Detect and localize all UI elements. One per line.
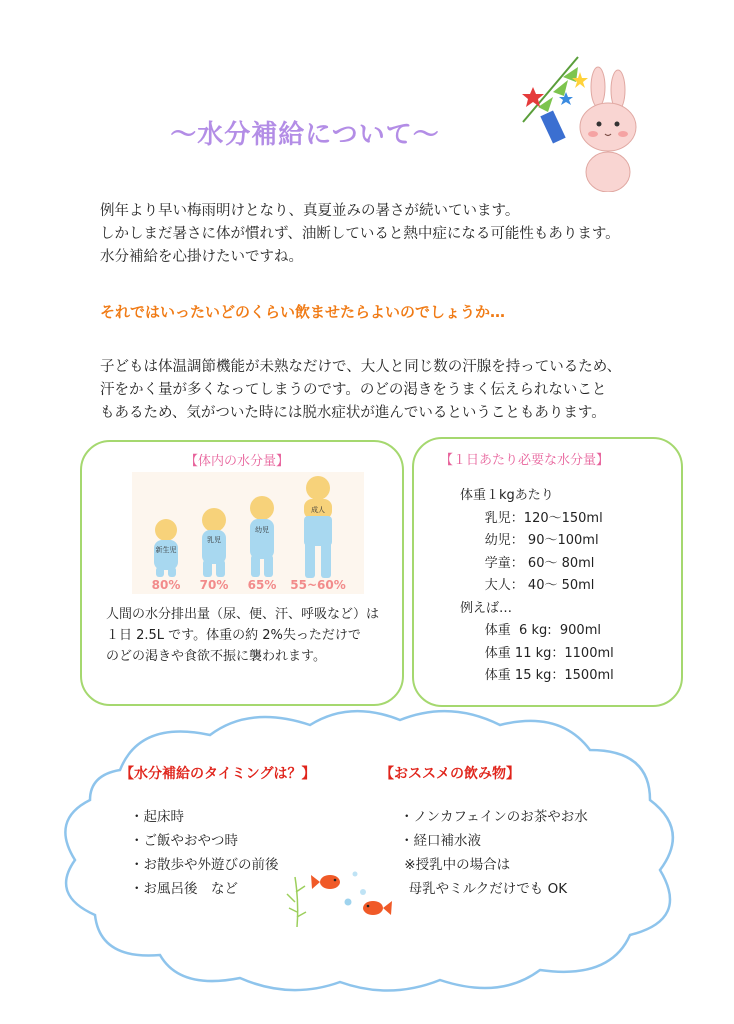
daily-need-line: 大人： 40〜 50ml [460,578,595,593]
goldfish-illustration [285,862,395,932]
caption-line: １日 2.5L です。体重の約 2%失っただけで [106,628,361,643]
body-water-caption [106,604,396,667]
daily-need-line: 幼児： 90〜100ml [460,533,599,548]
figure-percent: 65% [247,578,277,592]
timing-list [130,805,279,901]
daily-need-line: 体重 15 kg：1500ml [460,668,614,683]
drinks-heading: 【おススメの飲み物】 [380,766,520,782]
question-heading: それではいったいどのくらい飲ませたらよいのでしょうか… [100,303,506,321]
list-item: ・お風呂後 など [130,881,238,897]
intro-paragraph [100,200,660,269]
daily-need-line: 体重 11 kg：1100ml [460,645,614,661]
figure-infant [200,508,229,592]
list-item: ・お散歩や外遊びの前後 [130,857,279,873]
daily-need-line: 乳児：120〜150ml [460,510,603,526]
explanation-line: 汗をかく量が多くなってしまうのです。のどの渇きをうまく伝えられないこと [100,382,607,398]
explanation-paragraph [100,356,660,425]
list-item: ・ご飯やおやつ時 [130,833,238,849]
daily-need-heading: 【１日あたり必要な水分量】 [440,453,610,468]
figure-label: 乳児 [207,536,221,544]
list-item: ・ノンカフェインのお茶やお水 [400,809,588,825]
bunny-tanabata-illustration [518,52,638,192]
explanation-line: 子どもは体温調節機能が未熟なだけで、大人と同じ数の汗腺を持っているため、 [100,359,622,375]
body-water-figure [132,472,364,594]
figure-newborn [152,519,181,592]
page-title: 〜水分補給について〜 [170,120,440,150]
figure-toddler [248,496,277,592]
list-item: ・起床時 [130,809,184,825]
intro-line: 例年より早い梅雨明けとなり、真夏並みの暑さが続いています。 [100,203,520,219]
figure-label: 幼児 [255,526,269,534]
daily-need-line: 学童： 60〜 80ml [460,555,595,571]
figure-percent: 80% [151,578,181,592]
caption-line: のどの渇きや食欲不振に襲われます。 [106,649,326,664]
intro-line: 水分補給を心掛けたいですね。 [100,249,303,265]
explanation-line: もあるため、気がついた時には脱水症状が進んでいるということもあります。 [100,405,606,421]
intro-line: しかしまだ暑さに体が慣れず、油断していると熱中症になる可能性もあります。 [100,226,620,242]
caption-line: 人間の水分排出量（尿、便、汗、呼吸など）は [106,607,380,622]
list-item: 母乳やミルクだけでも OK [400,881,568,897]
list-item: ※授乳中の場合は [400,857,511,873]
figure-percent: 70% [199,578,229,592]
body-water-heading: 【体内の水分量】 [185,454,290,469]
drinks-list [400,805,588,901]
figure-percent: 55~60% [290,578,346,592]
figure-label: 新生児 [155,546,177,554]
daily-need-line: 体重１kgあたり [460,488,554,503]
daily-need-line: 体重 6 kg: 900ml [460,623,601,638]
daily-need-line: 例えば… [460,600,513,616]
timing-heading: 【水分補給のタイミングは？】 [120,766,316,782]
list-item: ・経口補水液 [400,833,481,849]
figure-label: 成人 [311,506,325,514]
daily-need-list [460,485,614,688]
